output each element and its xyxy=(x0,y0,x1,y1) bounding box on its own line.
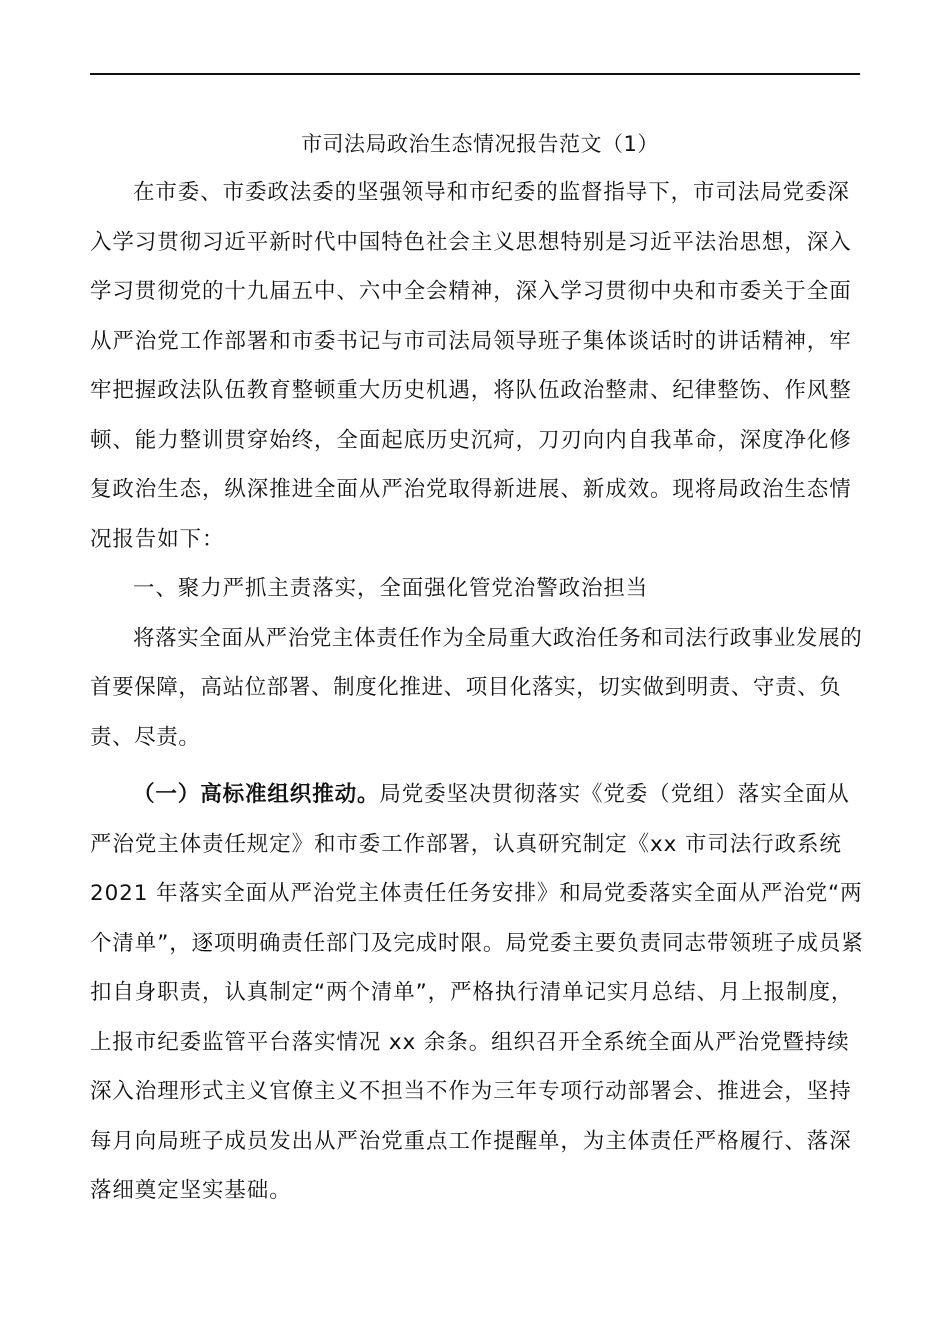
intro-paragraph: 在市委、市委政法委的坚强领导和市纪委的监督指导下，市司法局党委深入学习贯彻习近平新时代中国特色社会主义思想特别是习近平法治思想，深入学习贯彻党的十九届五中、六中全会精神，深入学习贯彻中央和市委关于全面从严治党工作部署和市委书记与市司法局领导班子集体谈话时的讲话精神，牢牢把握政法队伍教育整顿重大历史机遇，将队伍政治整肃、纪律整饬、作风整顿、能力整训贯穿始终，全面起底历史沉疴，刀刃向内自我革命，深度净化修复政治生态，纵深推进全面从严治党取得新进展、新成效。现将局政治生态情况报告如下： xyxy=(90,180,852,552)
subsection-1-paragraph xyxy=(90,770,870,1216)
subsection-1-text: 局党委坚决贯彻落实《党委（党组）落实全面从严治党主体责任规定》和市委工作部署，认真研究制定《xx 市司法行政系统 2021 年落实全面从严治党主体责任任务安排》和局党委落实全面从严治党“两个清单”，逐项明确责任部门及完成时限。局党委主要负责同志带领班子成员紧扣自身职责，认真制定“两个清单”，严格执行清单记实月总结、月上报制度，上报市纪委监管平台落实情况 xx 余条。组织召开全系统全面从严治党暨持续深入治理形式主义官僚主义不担当不作为三年专项行动部署会、推进会，坚持每月向局班子成员发出从严治党重点工作提醒单，为主体责任严格履行、落深落细奠定坚实基础。 xyxy=(90,782,864,1203)
header-rule xyxy=(90,73,860,75)
document-body xyxy=(90,120,870,1216)
document-title: 市司法局政治生态情况报告范文（1） xyxy=(301,132,659,156)
paragraph-gap xyxy=(90,762,870,770)
section-1-paragraph: 将落实全面从严治党主体责任作为全局重大政治任务和司法行政事业发展的首要保障，高站位部署、制度化推进、项目化落实，切实做到明责、守责、负责、尽责。 xyxy=(90,625,863,750)
section-heading-1: 一、聚力严抓主责落实，全面强化管党治警政治担当 xyxy=(133,576,649,601)
subsection-1-lead: （一）高标准组织推动。 xyxy=(133,782,380,807)
